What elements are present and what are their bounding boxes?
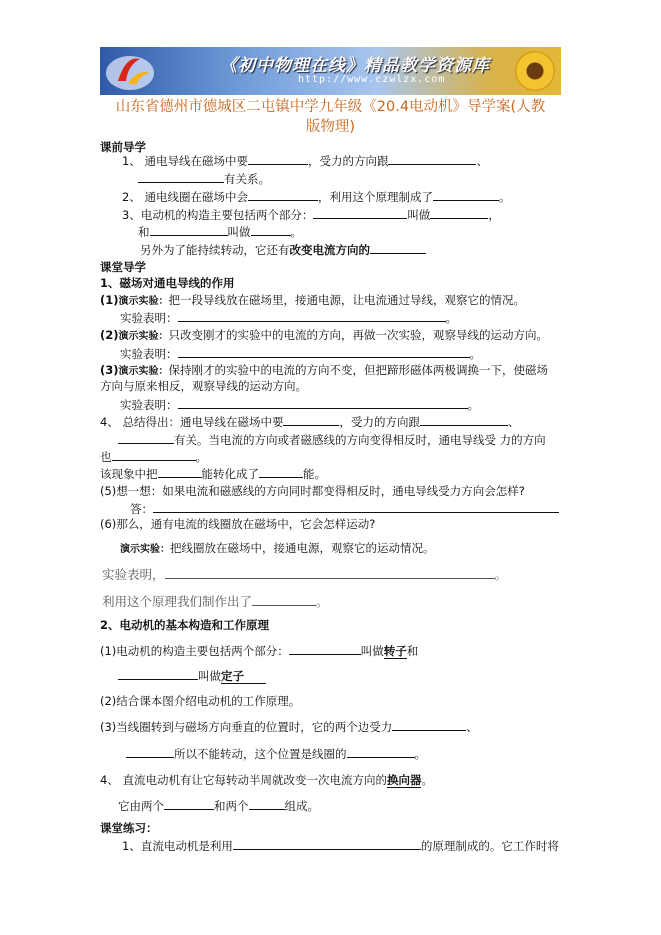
commutator-parts-text-a: 它由两个 bbox=[118, 799, 164, 813]
energy-line bbox=[100, 465, 326, 482]
section-1-heading: 1、磁场对通电导线的作用 bbox=[100, 276, 235, 290]
class-heading: 课堂导学 bbox=[100, 260, 146, 274]
pre-q3-text-g: 另外为了能持续转动，它还有 bbox=[140, 243, 290, 257]
think-answer-label: 答： bbox=[130, 502, 153, 516]
blank[interactable] bbox=[392, 718, 466, 731]
summary-text-e: 也 bbox=[100, 450, 112, 464]
pre-q1-text-c: 、 bbox=[476, 154, 488, 168]
pre-q1-text-a: 1、 通电导线在磁场中要 bbox=[122, 154, 248, 168]
answer-rotor: 转子 bbox=[383, 644, 407, 658]
pre-q3-text-f: 。 bbox=[290, 225, 302, 239]
blank[interactable] bbox=[283, 413, 339, 426]
pre-q1-text-d: 有关系。 bbox=[224, 172, 270, 186]
blank[interactable] bbox=[164, 797, 214, 810]
experiment-3 bbox=[100, 362, 548, 378]
practice-q1-text-b: 的原理制成的。它工作时将 bbox=[420, 839, 559, 853]
blank[interactable] bbox=[118, 667, 198, 680]
summary-line3 bbox=[100, 448, 207, 465]
experiment-2-number: (2) bbox=[100, 328, 119, 342]
motor-structure-text-a: (1)电动机的构造主要包括两个部分： bbox=[100, 644, 289, 658]
answer-blank[interactable] bbox=[153, 500, 559, 513]
blank[interactable] bbox=[430, 206, 488, 219]
summary-text-d: 有关。当电流的方向或者磁感线的方向变得相反时，通电导线受 力的方向 bbox=[174, 433, 546, 447]
header-banner bbox=[100, 47, 561, 95]
blank[interactable] bbox=[259, 465, 303, 478]
balance-text-c: 所以不能转动，这个位置是线圈的 bbox=[174, 747, 347, 761]
pre-q1-line2 bbox=[138, 170, 270, 187]
blank[interactable] bbox=[118, 431, 174, 444]
motor-structure-line1 bbox=[100, 642, 418, 659]
balance-line1 bbox=[100, 718, 478, 735]
blank[interactable] bbox=[347, 745, 415, 758]
pre-q2-text-b: ，利用这个原理制成了 bbox=[317, 190, 433, 204]
blank[interactable] bbox=[289, 642, 361, 655]
commutator-parts-text-b: 和两个 bbox=[214, 799, 249, 813]
blank[interactable] bbox=[388, 152, 476, 165]
balance-text-d: 。 bbox=[414, 747, 426, 761]
energy-text-c: 能。 bbox=[303, 467, 326, 481]
experiment-1 bbox=[100, 292, 525, 308]
pre-q3-text-d: 和 bbox=[138, 225, 150, 239]
commutator-line bbox=[100, 772, 433, 788]
experiment-6-label: 演示实验： bbox=[120, 544, 170, 555]
experiment-2-result-end: 。 bbox=[469, 347, 481, 361]
experiment-3-result-label: 实验表明： bbox=[120, 398, 178, 412]
pre-q3-line3 bbox=[140, 241, 426, 258]
commutator-text-c: 。 bbox=[421, 773, 433, 787]
page-title-line2: 版物理) bbox=[305, 119, 356, 135]
experiment-2-result-label: 实验表明： bbox=[120, 347, 178, 361]
blank[interactable] bbox=[233, 837, 421, 850]
section-2-heading: 2、电动机的基本构造和工作原理 bbox=[100, 618, 269, 632]
blank[interactable] bbox=[178, 345, 470, 358]
summary-text-c: 、 bbox=[507, 415, 520, 429]
commutator-text-a: 4、 直流电动机有让它每转动半周就改变一次电流方向的 bbox=[100, 773, 387, 787]
pre-q3-text-e: 叫做 bbox=[227, 225, 251, 239]
experiment-1-result-end: 。 bbox=[445, 311, 457, 325]
summary-line1 bbox=[100, 413, 519, 430]
blank[interactable] bbox=[433, 188, 499, 201]
experiment-3-result-end: 。 bbox=[467, 398, 479, 412]
blank[interactable] bbox=[178, 309, 446, 322]
experiment-6-result-end: 。 bbox=[494, 567, 508, 582]
motor-structure-text-b: 叫做 bbox=[360, 644, 384, 658]
blank[interactable] bbox=[249, 797, 285, 810]
pre-q2 bbox=[122, 188, 510, 205]
experiment-1-text: 把一段导线放在磁场里，接通电源，让电流通过导线，观察它的情况。 bbox=[168, 293, 526, 307]
motor-structure-text-e: 叫做 bbox=[198, 669, 221, 683]
experiment-3-line2: 方向与原来相反，观察导线的运动方向。 bbox=[100, 379, 307, 393]
blank[interactable] bbox=[158, 465, 202, 478]
pre-q2-text-a: 2、 通电线圈在磁场中会 bbox=[122, 190, 248, 204]
banner-title: 《初中物理在线》精品教学资源库 bbox=[220, 56, 490, 76]
page-title bbox=[100, 97, 561, 137]
pre-q1-text-b: ，受力的方向跟 bbox=[307, 154, 389, 168]
pre-heading: 课前导学 bbox=[100, 140, 146, 154]
balance-line2 bbox=[126, 745, 426, 762]
summary-text-a: 4、 总结得出：通电导线在磁场中要 bbox=[100, 415, 284, 429]
experiment-2-result bbox=[120, 345, 481, 362]
blank[interactable] bbox=[251, 223, 291, 236]
balance-text-b: 、 bbox=[466, 720, 478, 734]
pre-q3-line1 bbox=[122, 206, 500, 223]
pre-q3-text-a: 3、电动机的构造主要包括两个部分： bbox=[122, 208, 314, 222]
experiment-3-number: (3) bbox=[100, 363, 119, 377]
energy-text-a: 该现象中把 bbox=[100, 467, 158, 481]
experiment-1-result-label: 实验表明： bbox=[120, 311, 178, 325]
blank[interactable] bbox=[252, 593, 316, 606]
pre-q3-text-c: ， bbox=[488, 208, 500, 222]
blank[interactable] bbox=[313, 206, 407, 219]
experiment-6-made-end: 。 bbox=[316, 594, 329, 609]
motor-structure-line2 bbox=[118, 667, 266, 684]
commutator-parts bbox=[118, 797, 319, 814]
blank[interactable] bbox=[112, 448, 196, 461]
experiment-6-text: 把线圈放在磁场中，接通电源，观察它的运动情况。 bbox=[170, 541, 435, 555]
experiment-6 bbox=[120, 540, 435, 556]
experiment-2-text: 只改变刚才的实验中的电流的方向，再做一次实验，观察导线的运动方向。 bbox=[168, 328, 549, 342]
motor-structure-text-d: 和 bbox=[406, 644, 419, 658]
experiment-3-label: 演示实验： bbox=[118, 366, 169, 377]
blank[interactable] bbox=[150, 223, 228, 236]
experiment-1-label: 演示实验： bbox=[118, 296, 169, 307]
sunflower-icon bbox=[515, 51, 555, 91]
experiment-1-result bbox=[120, 309, 457, 326]
summary-text-f: 。 bbox=[195, 450, 207, 464]
practice-q1-text-a: 1、直流电动机是利用 bbox=[122, 839, 233, 853]
blank[interactable] bbox=[370, 241, 426, 254]
pre-q3-text-h: 改变电流方向的 bbox=[289, 243, 370, 257]
blank[interactable] bbox=[178, 396, 468, 409]
answer-stator: 定子 bbox=[221, 669, 266, 684]
blank[interactable] bbox=[248, 188, 318, 201]
experiment-1-number: (1) bbox=[100, 293, 119, 307]
blank[interactable] bbox=[420, 413, 508, 426]
summary-text-b: ，受力的方向跟 bbox=[339, 415, 420, 429]
pre-q1-line1 bbox=[122, 152, 488, 169]
experiment-6-result-label: 实验表明， bbox=[102, 567, 165, 582]
coil-question: (6)那么，通有电流的线圈放在磁场中，它会怎样运动? bbox=[100, 517, 376, 531]
summary-line2 bbox=[118, 431, 546, 448]
experiment-6-made-text: 利用这个原理我们制作出了 bbox=[102, 594, 253, 609]
logo-icon bbox=[104, 49, 160, 93]
pre-q3-text-b: 叫做 bbox=[407, 208, 431, 222]
blank[interactable] bbox=[138, 170, 224, 183]
experiment-6-result bbox=[102, 565, 507, 583]
balance-text-a: (3)当线圈转到与磁场方向垂直的位置时，它的两个边受力 bbox=[100, 720, 393, 734]
think-question: (5)想一想：如果电流和磁感线的方向同时都变得相反时，通电导线受力方向会怎样? bbox=[100, 484, 525, 498]
pre-q2-text-c: 。 bbox=[498, 190, 511, 204]
banner-url[interactable]: http://www.czwlzx.com bbox=[298, 74, 446, 85]
answer-commutator: 换向器 bbox=[386, 773, 422, 787]
practice-q1 bbox=[122, 837, 559, 854]
page-title-line1: 山东省德州市德城区二屯镇中学九年级《20.4电动机》导学案(人教 bbox=[115, 99, 546, 115]
experiment-3-result bbox=[120, 396, 479, 413]
experiment-3-text: 保持刚才的实验中的电流的方向不变，但把蹄形磁体两极调换一下，使磁场 bbox=[168, 363, 549, 377]
experiment-6-made bbox=[102, 592, 329, 610]
motor-principle: (2)结合课本图介绍电动机的工作原理。 bbox=[100, 694, 301, 708]
blank[interactable] bbox=[165, 566, 495, 579]
think-answer bbox=[130, 500, 559, 517]
experiment-2 bbox=[100, 327, 548, 343]
blank[interactable] bbox=[248, 152, 308, 165]
pre-q3-line2 bbox=[138, 223, 302, 240]
experiment-2-label: 演示实验： bbox=[118, 331, 169, 342]
blank[interactable] bbox=[126, 745, 174, 758]
energy-text-b: 能转化成了 bbox=[201, 467, 259, 481]
practice-heading: 课堂练习： bbox=[100, 821, 158, 835]
commutator-parts-text-c: 组成。 bbox=[284, 799, 319, 813]
